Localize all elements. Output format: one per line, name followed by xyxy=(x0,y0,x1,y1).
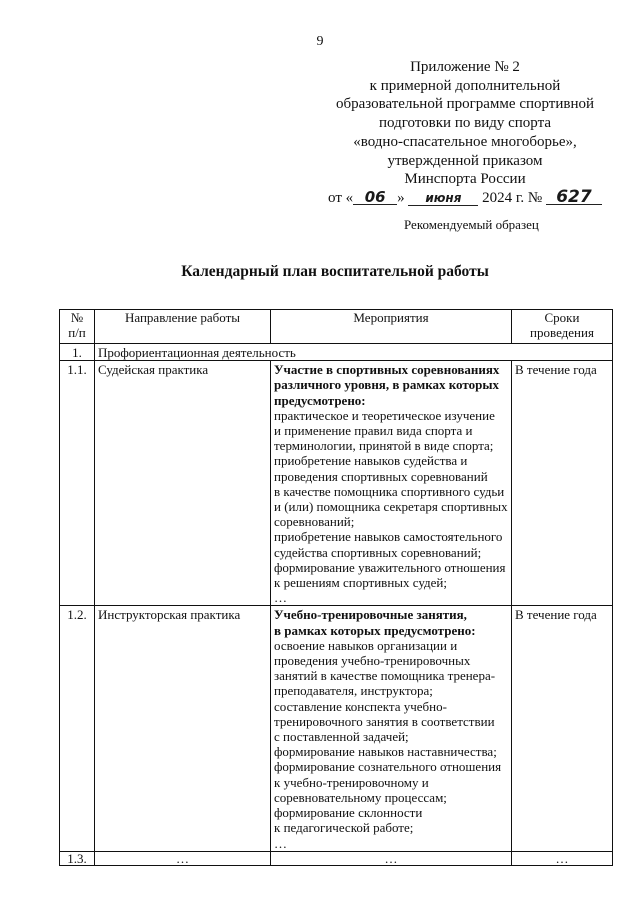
row-term: В течение года xyxy=(512,606,613,851)
header-terms-line: Сроки xyxy=(544,310,580,325)
event-line: … xyxy=(274,590,287,606)
event-heading-line: Участие в спортивных соревнованиях xyxy=(274,362,500,378)
header-direction: Направление работы xyxy=(95,310,271,344)
event-heading-line: предусмотрено: xyxy=(274,392,366,408)
event-line: формирование навыков наставничества; xyxy=(274,744,497,760)
date-year: 2024 г. № xyxy=(482,189,543,206)
event-line: приобретение навыков судейства и xyxy=(274,453,468,469)
row-events xyxy=(271,361,512,606)
plan-table xyxy=(59,309,613,866)
row-num: 1.1. xyxy=(60,361,95,606)
event-line: освоение навыков организации и xyxy=(274,637,458,653)
header-num-line: № xyxy=(70,310,84,325)
date-mid: » xyxy=(397,189,405,206)
header-events: Мероприятия xyxy=(271,310,512,344)
recommended-sample-label: Рекомендуемый образец xyxy=(404,217,539,232)
row-direction: … xyxy=(95,851,271,865)
handwritten-order-number: 627 xyxy=(546,190,602,205)
event-line: и применение правил вида спорта и xyxy=(274,423,473,439)
section-num: 1. xyxy=(60,344,95,361)
appendix-line: образовательной программе спортивной xyxy=(335,96,595,113)
section-row xyxy=(60,344,613,361)
event-line: с поставленной задачей; xyxy=(274,729,409,745)
event-heading-line: в рамках которых предусмотрено: xyxy=(274,622,476,638)
table-row xyxy=(60,851,613,865)
event-line: к решениям спортивных судей; xyxy=(274,575,447,591)
row-direction: Инструкторская практика xyxy=(95,606,271,851)
date-prefix: от « xyxy=(328,189,354,206)
table-row xyxy=(60,606,613,851)
page-number: 9 xyxy=(316,34,324,49)
event-line: практическое и теоретическое изучение xyxy=(274,407,495,423)
event-line: занятий в качестве помощника тренера- xyxy=(274,668,496,684)
row-events xyxy=(271,606,512,851)
row-num: 1.2. xyxy=(60,606,95,851)
event-line: приобретение навыков самостоятельного xyxy=(274,529,503,545)
appendix-line: к примерной дополнительной xyxy=(369,77,561,94)
section-title: Профориентационная деятельность xyxy=(95,344,613,361)
handwritten-day: 06 xyxy=(353,190,397,205)
event-line: проведения учебно-тренировочных xyxy=(274,653,471,669)
appendix-line: Приложение № 2 xyxy=(410,59,520,75)
document-title: Календарный план воспитательной работы xyxy=(181,263,489,280)
event-line: терминологии, принятой в виде спорта; xyxy=(274,438,494,454)
event-line: формирование склонности xyxy=(274,805,423,821)
header-terms-line: проведения xyxy=(530,325,594,341)
row-term: … xyxy=(512,851,613,865)
header-num-line: п/п xyxy=(68,325,86,341)
row-events: … xyxy=(271,851,512,865)
row-num: 1.3. xyxy=(60,851,95,865)
event-line: к учебно-тренировочному и xyxy=(274,774,429,790)
event-heading-line: различного уровня, в рамках которых xyxy=(274,377,499,393)
row-direction: Судейская практика xyxy=(95,361,271,606)
event-line: составление конспекта учебно- xyxy=(274,698,447,714)
event-line: соревновательному процессам; xyxy=(274,789,447,805)
handwritten-month: июня xyxy=(408,191,478,206)
event-line: … xyxy=(274,835,287,851)
event-line: проведения спортивных соревнований xyxy=(274,468,488,484)
event-line: формирование сознательного отношения xyxy=(274,759,502,775)
event-line: соревнований; xyxy=(274,514,355,530)
event-line: и (или) помощника секретаря спортивных xyxy=(274,499,508,515)
event-line: в качестве помощника спортивного судьи xyxy=(274,483,505,499)
header-terms xyxy=(512,310,613,344)
event-heading-line: Учебно-тренировочные занятия, xyxy=(274,607,467,623)
event-line: судейства спортивных соревнований; xyxy=(274,544,482,560)
event-line: к педагогической работе; xyxy=(274,820,414,836)
row-term: В течение года xyxy=(512,361,613,606)
event-line: тренировочного занятия в соответствии xyxy=(274,713,495,729)
header-num xyxy=(60,310,95,344)
order-date-line xyxy=(300,186,630,208)
appendix-block xyxy=(300,58,630,208)
appendix-line: подготовки по виду спорта xyxy=(379,115,551,132)
appendix-line: Минспорта России xyxy=(404,171,526,188)
appendix-line: «водно-спасательное многоборье», xyxy=(353,133,577,150)
table-row xyxy=(60,361,613,606)
event-line: формирование уважительного отношения xyxy=(274,559,506,575)
table-header-row xyxy=(60,310,613,344)
appendix-line: утвержденной приказом xyxy=(387,152,543,169)
event-line: преподавателя, инструктора; xyxy=(274,683,433,699)
